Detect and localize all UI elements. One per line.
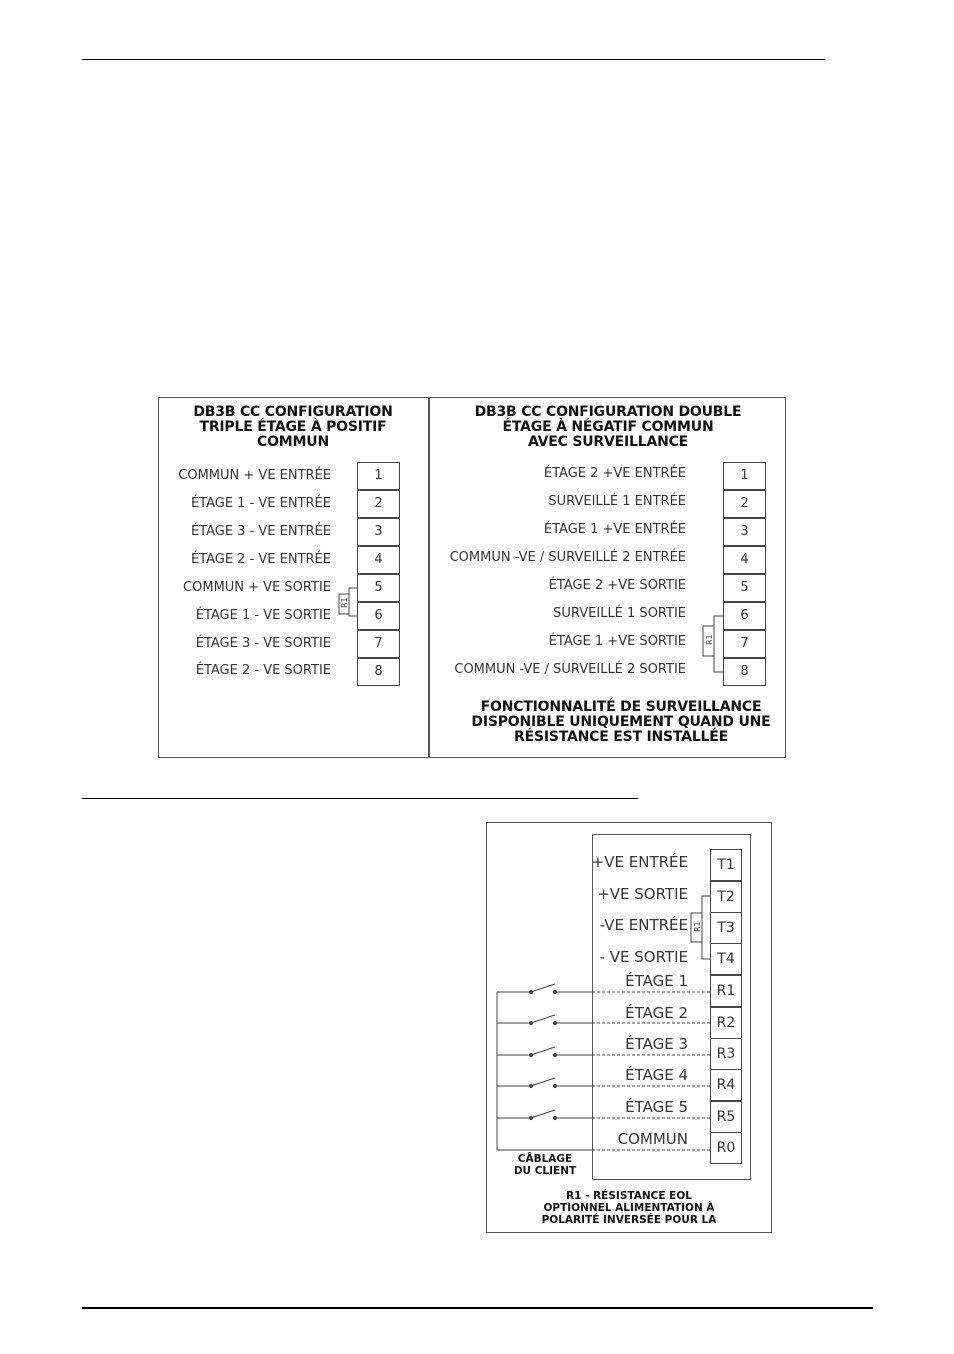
right-row-label: ÉTAGE 1 +VE ENTRÉE [543, 522, 686, 537]
left-title-line-2: TRIPLE ÉTAGE À POSITIF [199, 419, 387, 435]
wiring-row-label: COMMUN [617, 1130, 688, 1148]
wiring-row-label: ÉTAGE 4 [625, 1066, 688, 1084]
left-row-label: COMMUN + VE SORTIE [183, 580, 331, 595]
right-title-line-3: AVEC SURVEILLANCE [527, 434, 689, 450]
right-terminal: 2 [723, 490, 766, 518]
left-terminal: 1 [357, 462, 400, 490]
left-terminal: 6 [357, 602, 400, 630]
right-footer-line-3: RÉSISTANCE EST INSTALLÉE [514, 729, 728, 745]
wiring-terminal: R0 [710, 1132, 742, 1164]
right-title-line-1: DB3B CC CONFIGURATION DOUBLE [474, 404, 742, 420]
wiring-terminal: R3 [710, 1038, 742, 1070]
wiring-row-label: ÉTAGE 1 [625, 972, 688, 990]
right-title-line-2: ÉTAGE À NÉGATIF COMMUN [502, 419, 714, 435]
wiring-row-label: ÉTAGE 2 [625, 1004, 688, 1022]
top-rule [82, 59, 825, 60]
wiring-terminal: T1 [710, 849, 742, 881]
left-row-label: ÉTAGE 3 - VE ENTRÉE [190, 524, 331, 539]
right-resistor-label: R1 [705, 634, 714, 645]
right-terminal: 4 [723, 546, 766, 574]
wiring-terminal: T2 [710, 881, 742, 913]
left-terminal: 7 [357, 630, 400, 658]
left-terminal: 2 [357, 490, 400, 518]
left-row-label: COMMUN + VE ENTRÉE [178, 468, 331, 483]
left-terminal: 8 [357, 658, 400, 686]
wiring-terminal: R5 [710, 1101, 742, 1133]
wiring-terminal: R2 [710, 1007, 742, 1039]
eol-note-line-3: POLARITÉ INVERSÉE POUR LA [541, 1214, 717, 1226]
wiring-row-label: -VE ENTRÉE [599, 916, 688, 934]
left-title-line-1: DB3B CC CONFIGURATION [193, 404, 393, 420]
right-footer-line-2: DISPONIBLE UNIQUEMENT QUAND UNE [471, 714, 771, 730]
right-footer-line-1: FONCTIONNALITÉ DE SURVEILLANCE [480, 699, 762, 715]
left-row-label: ÉTAGE 3 - VE SORTIE [195, 636, 331, 651]
right-terminal: 6 [723, 602, 766, 630]
right-row-label: ÉTAGE 2 +VE SORTIE [548, 578, 686, 593]
customer-wiring-line-1: CÂBLAGE [517, 1153, 573, 1165]
left-panel-title [162, 405, 424, 450]
right-terminal: 3 [723, 518, 766, 546]
right-terminal: 1 [723, 462, 766, 490]
left-title-line-3: COMMUN [257, 434, 329, 450]
customer-wiring-line-2: DU CLIENT [513, 1165, 577, 1177]
customer-wiring-label [500, 1153, 590, 1177]
right-row-label: SURVEILLÉ 1 ENTRÉE [548, 494, 686, 509]
left-terminal: 4 [357, 546, 400, 574]
right-row-label: COMMUN -VE / SURVEILLÉ 2 SORTIE [454, 662, 686, 677]
right-terminal: 7 [723, 630, 766, 658]
wiring-terminal: T4 [710, 943, 742, 975]
wiring-row-label: ÉTAGE 5 [625, 1098, 688, 1116]
left-row-label: ÉTAGE 1 - VE SORTIE [195, 608, 331, 623]
left-resistor-label: R1 [340, 597, 349, 608]
right-terminal: 5 [723, 574, 766, 602]
wiring-terminal: R4 [710, 1069, 742, 1101]
wiring-row-label: ÉTAGE 3 [625, 1035, 688, 1053]
right-row-label: SURVEILLÉ 1 SORTIE [553, 606, 686, 621]
panel-divider [428, 398, 430, 757]
wiring-terminal: T3 [710, 912, 742, 944]
section-rule [82, 798, 638, 799]
left-row-label: ÉTAGE 2 - VE ENTRÉE [190, 552, 331, 567]
right-terminal: 8 [723, 658, 766, 686]
wiring-row-label: +VE SORTIE [597, 885, 688, 903]
right-panel-footer [456, 700, 786, 745]
right-panel-title [430, 405, 786, 450]
wiring-row-label: +VE ENTRÉE [591, 853, 688, 871]
eol-note-line-2: OPTIONNEL ALIMENTATION À [543, 1202, 715, 1214]
bottom-resistor-label: R1 [693, 921, 702, 932]
left-row-label: ÉTAGE 1 - VE ENTRÉE [190, 496, 331, 511]
eol-note-line-1: R1 - RÉSISTANCE EOL [566, 1190, 692, 1202]
footer-rule [82, 1307, 873, 1309]
right-row-label: COMMUN -VE / SURVEILLÉ 2 ENTRÉE [449, 550, 686, 565]
left-terminal: 3 [357, 518, 400, 546]
right-row-label: ÉTAGE 1 +VE SORTIE [548, 634, 686, 649]
wiring-terminal: R1 [710, 975, 742, 1007]
left-row-label: ÉTAGE 2 - VE SORTIE [195, 663, 331, 678]
wiring-row-label: - VE SORTIE [599, 948, 688, 966]
right-row-label: ÉTAGE 2 +VE ENTRÉE [543, 466, 686, 481]
eol-resistor-note [520, 1190, 738, 1226]
left-terminal: 5 [357, 574, 400, 602]
